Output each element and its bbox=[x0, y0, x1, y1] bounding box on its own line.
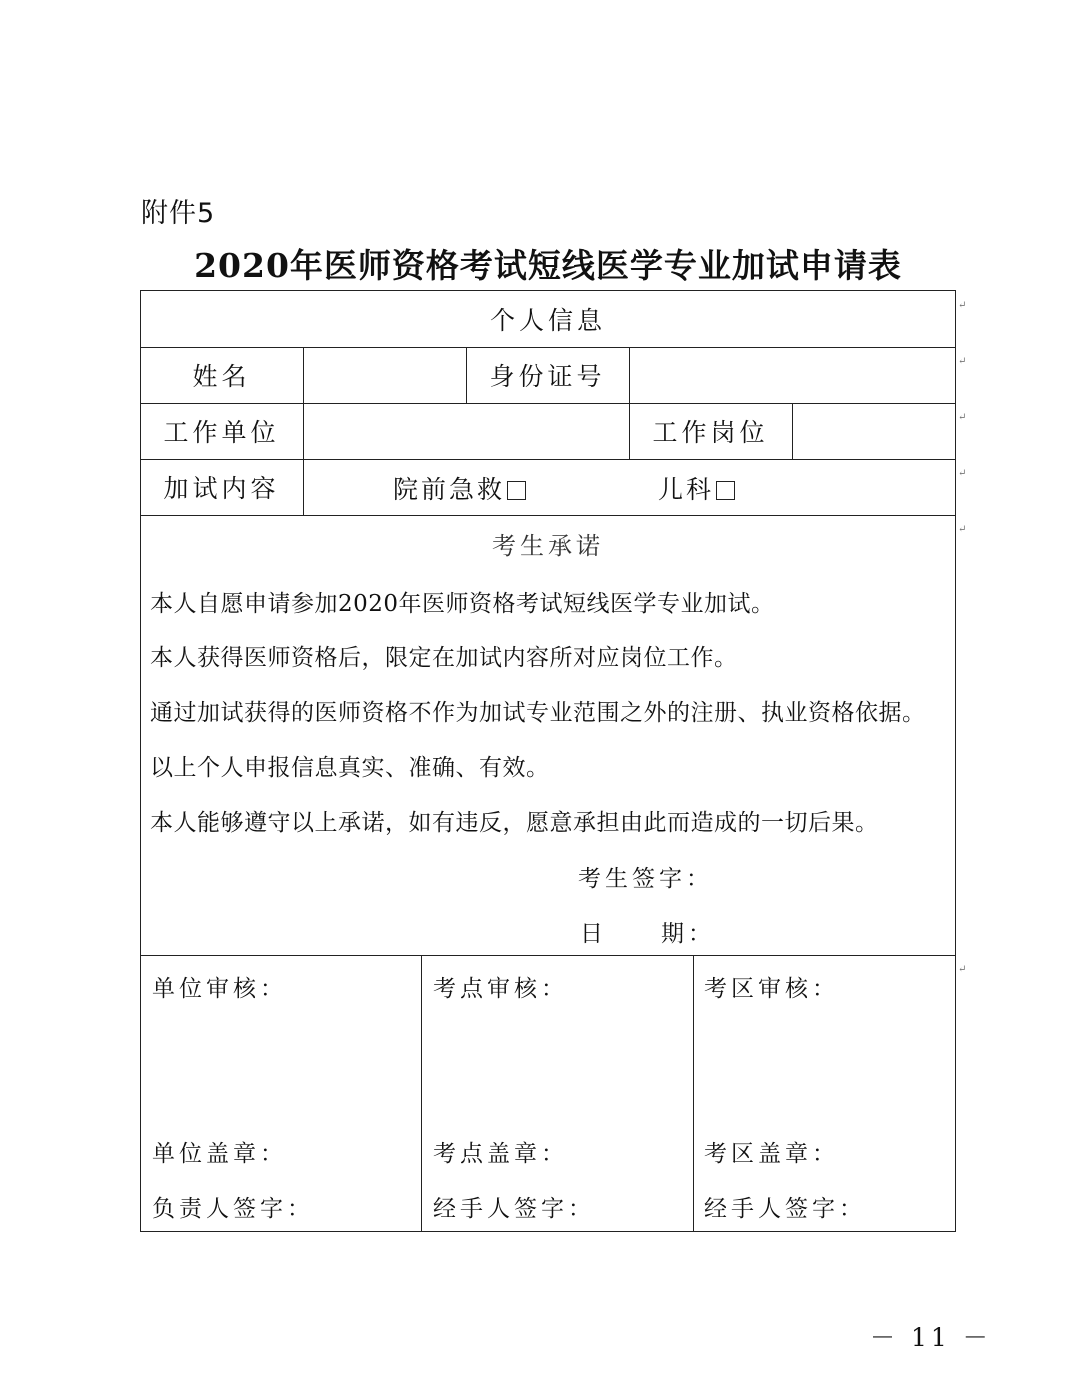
paragraph-mark-icon: ↵ bbox=[958, 300, 967, 311]
pledge-heading: 考生承诺 bbox=[492, 531, 604, 560]
employer-label: 工作单位 bbox=[163, 418, 280, 447]
candidate-signature-label: 考生签字： bbox=[578, 866, 713, 892]
unit-signer-label: 负责人签字： bbox=[152, 1196, 314, 1222]
option-prehospital-emergency[interactable] bbox=[393, 470, 526, 506]
exam-region-seal-label: 考区盖章： bbox=[704, 1141, 839, 1167]
exam-content-label: 加试内容 bbox=[163, 474, 280, 503]
option-pediatrics[interactable] bbox=[658, 470, 735, 506]
column-divider bbox=[693, 955, 694, 1232]
employer-field[interactable] bbox=[303, 403, 629, 459]
option-label: 儿科 bbox=[658, 475, 715, 504]
pledge-line: 本人自愿申请参加2020年医师资格考试短线医学专业加试。 bbox=[150, 591, 775, 617]
option-label: 院前急救 bbox=[393, 475, 506, 504]
unit-review-label: 单位审核： bbox=[152, 976, 287, 1002]
exam-site-signer-label: 经手人签字： bbox=[433, 1196, 595, 1222]
pledge-line: 以上个人申报信息真实、准确、有效。 bbox=[150, 755, 550, 781]
exam-region-signer-label: 经手人签字： bbox=[704, 1196, 866, 1222]
pledge-line: 本人能够遵守以上承诺，如有违反，愿意承担由此而造成的一切后果。 bbox=[150, 810, 879, 836]
paragraph-mark-icon: ↵ bbox=[958, 964, 967, 975]
unit-seal-label: 单位盖章： bbox=[152, 1141, 287, 1167]
date-label: 日 期： bbox=[580, 921, 715, 947]
name-field[interactable] bbox=[303, 347, 466, 403]
personal-info-heading: 个人信息 bbox=[489, 305, 606, 335]
form-title: 2020年医师资格考试短线医学专业加试申请表 bbox=[194, 246, 902, 285]
exam-site-seal-label: 考点盖章： bbox=[433, 1141, 568, 1167]
position-label: 工作岗位 bbox=[652, 418, 769, 447]
page-number: － 11 － bbox=[870, 1323, 992, 1352]
prehospital-emergency-checkbox[interactable] bbox=[507, 481, 526, 500]
attachment-label: 附件5 bbox=[141, 198, 216, 229]
row-divider bbox=[140, 515, 956, 516]
paragraph-mark-icon: ↵ bbox=[958, 412, 967, 423]
position-field[interactable] bbox=[792, 403, 956, 459]
id-number-label: 身份证号 bbox=[489, 362, 606, 391]
paragraph-mark-icon: ↵ bbox=[958, 356, 967, 367]
column-divider bbox=[421, 955, 422, 1232]
pledge-line: 本人获得医师资格后，限定在加试内容所对应岗位工作。 bbox=[150, 645, 738, 671]
paragraph-mark-icon: ↵ bbox=[958, 524, 967, 535]
exam-site-review-label: 考点审核： bbox=[433, 976, 568, 1002]
pledge-line: 通过加试获得的医师资格不作为加试专业范围之外的注册、执业资格依据。 bbox=[150, 700, 926, 726]
exam-region-review-label: 考区审核： bbox=[704, 976, 839, 1002]
id-number-field[interactable] bbox=[629, 347, 956, 403]
pediatrics-checkbox[interactable] bbox=[716, 481, 735, 500]
name-label: 姓名 bbox=[192, 362, 251, 391]
row-divider bbox=[140, 955, 956, 956]
paragraph-mark-icon: ↵ bbox=[958, 468, 967, 479]
